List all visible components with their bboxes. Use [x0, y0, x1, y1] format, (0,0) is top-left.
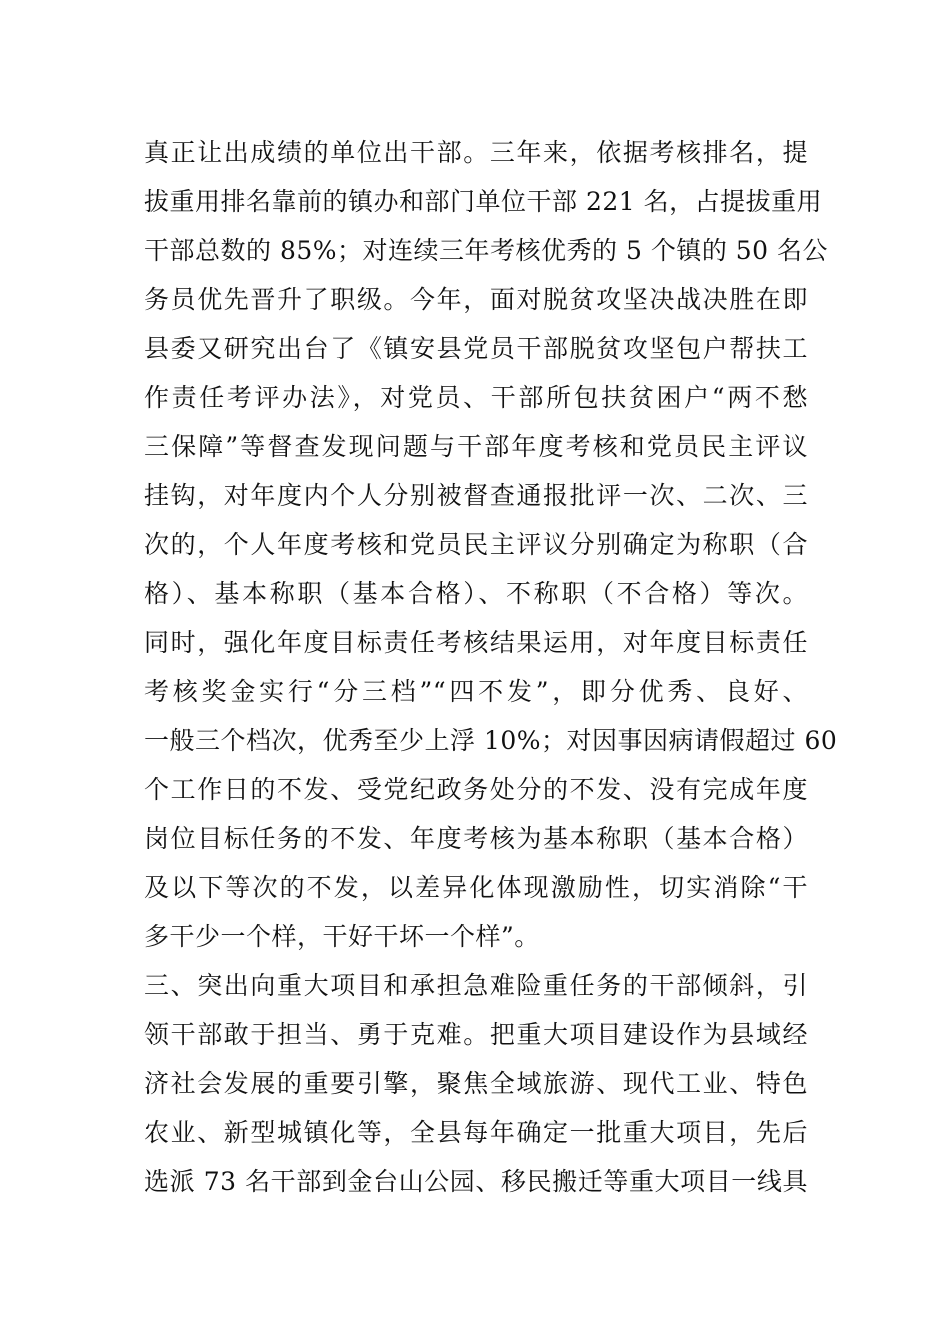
text-line-6: 作责任考评办法》，对党员、干部所包扶贫困户“两不愁 [144, 383, 808, 412]
text-line-8: 挂钩，对年度内个人分别被督查通报批评一次、二次、三 [144, 481, 808, 510]
text-line-4: 务员优先晋升了职级。今年，面对脱贫攻坚决战决胜在即 [144, 285, 808, 314]
text-line-11: 同时，强化年度目标责任考核结果运用，对年度目标责任 [144, 628, 808, 657]
text-line-19: 领干部敢于担当、勇于克难。把重大项目建设作为县域经 [144, 1020, 808, 1049]
body-text [144, 128, 838, 1206]
text-line-20: 济社会发展的重要引擎，聚焦全域旅游、现代工业、特色 [144, 1069, 808, 1098]
text-line-2: 拔重用排名靠前的镇办和部门单位干部 221 名，占提拔重用 [144, 187, 823, 216]
text-line-14: 个工作日的不发、受党纪政务处分的不发、没有完成年度 [144, 775, 808, 804]
text-line-5: 县委又研究出台了《镇安县党员干部脱贫攻坚包户帮扶工 [144, 334, 808, 363]
text-line-10: 格）、基本称职（基本合格）、不称职（不合格）等次。 [144, 579, 808, 608]
text-line-17: 多干少一个样，干好干坏一个样”。 [144, 922, 540, 951]
text-line-18: 三、突出向重大项目和承担急难险重任务的干部倾斜，引 [144, 971, 808, 1000]
text-line-7: 三保障”等督查发现问题与干部年度考核和党员民主评议 [144, 432, 808, 461]
text-line-21: 农业、新型城镇化等，全县每年确定一批重大项目，先后 [144, 1118, 808, 1147]
text-line-12: 考核奖金实行“分三档”“四不发”，即分优秀、良好、 [144, 677, 808, 706]
text-line-9: 次的，个人年度考核和党员民主评议分别确定为称职（合 [144, 530, 808, 559]
text-line-22: 选派 73 名干部到金台山公园、移民搬迁等重大项目一线具 [144, 1167, 808, 1196]
text-line-16: 及以下等次的不发，以差异化体现激励性，切实消除“干 [144, 873, 808, 902]
text-line-13: 一般三个档次，优秀至少上浮 10%；对因事因病请假超过 60 [144, 726, 838, 755]
text-line-3: 干部总数的 85%；对连续三年考核优秀的 5 个镇的 50 名公 [144, 236, 829, 265]
text-line-15: 岗位目标任务的不发、年度考核为基本称职（基本合格） [144, 824, 808, 853]
text-line-1: 真正让出成绩的单位出干部。三年来，依据考核排名，提 [144, 138, 808, 167]
